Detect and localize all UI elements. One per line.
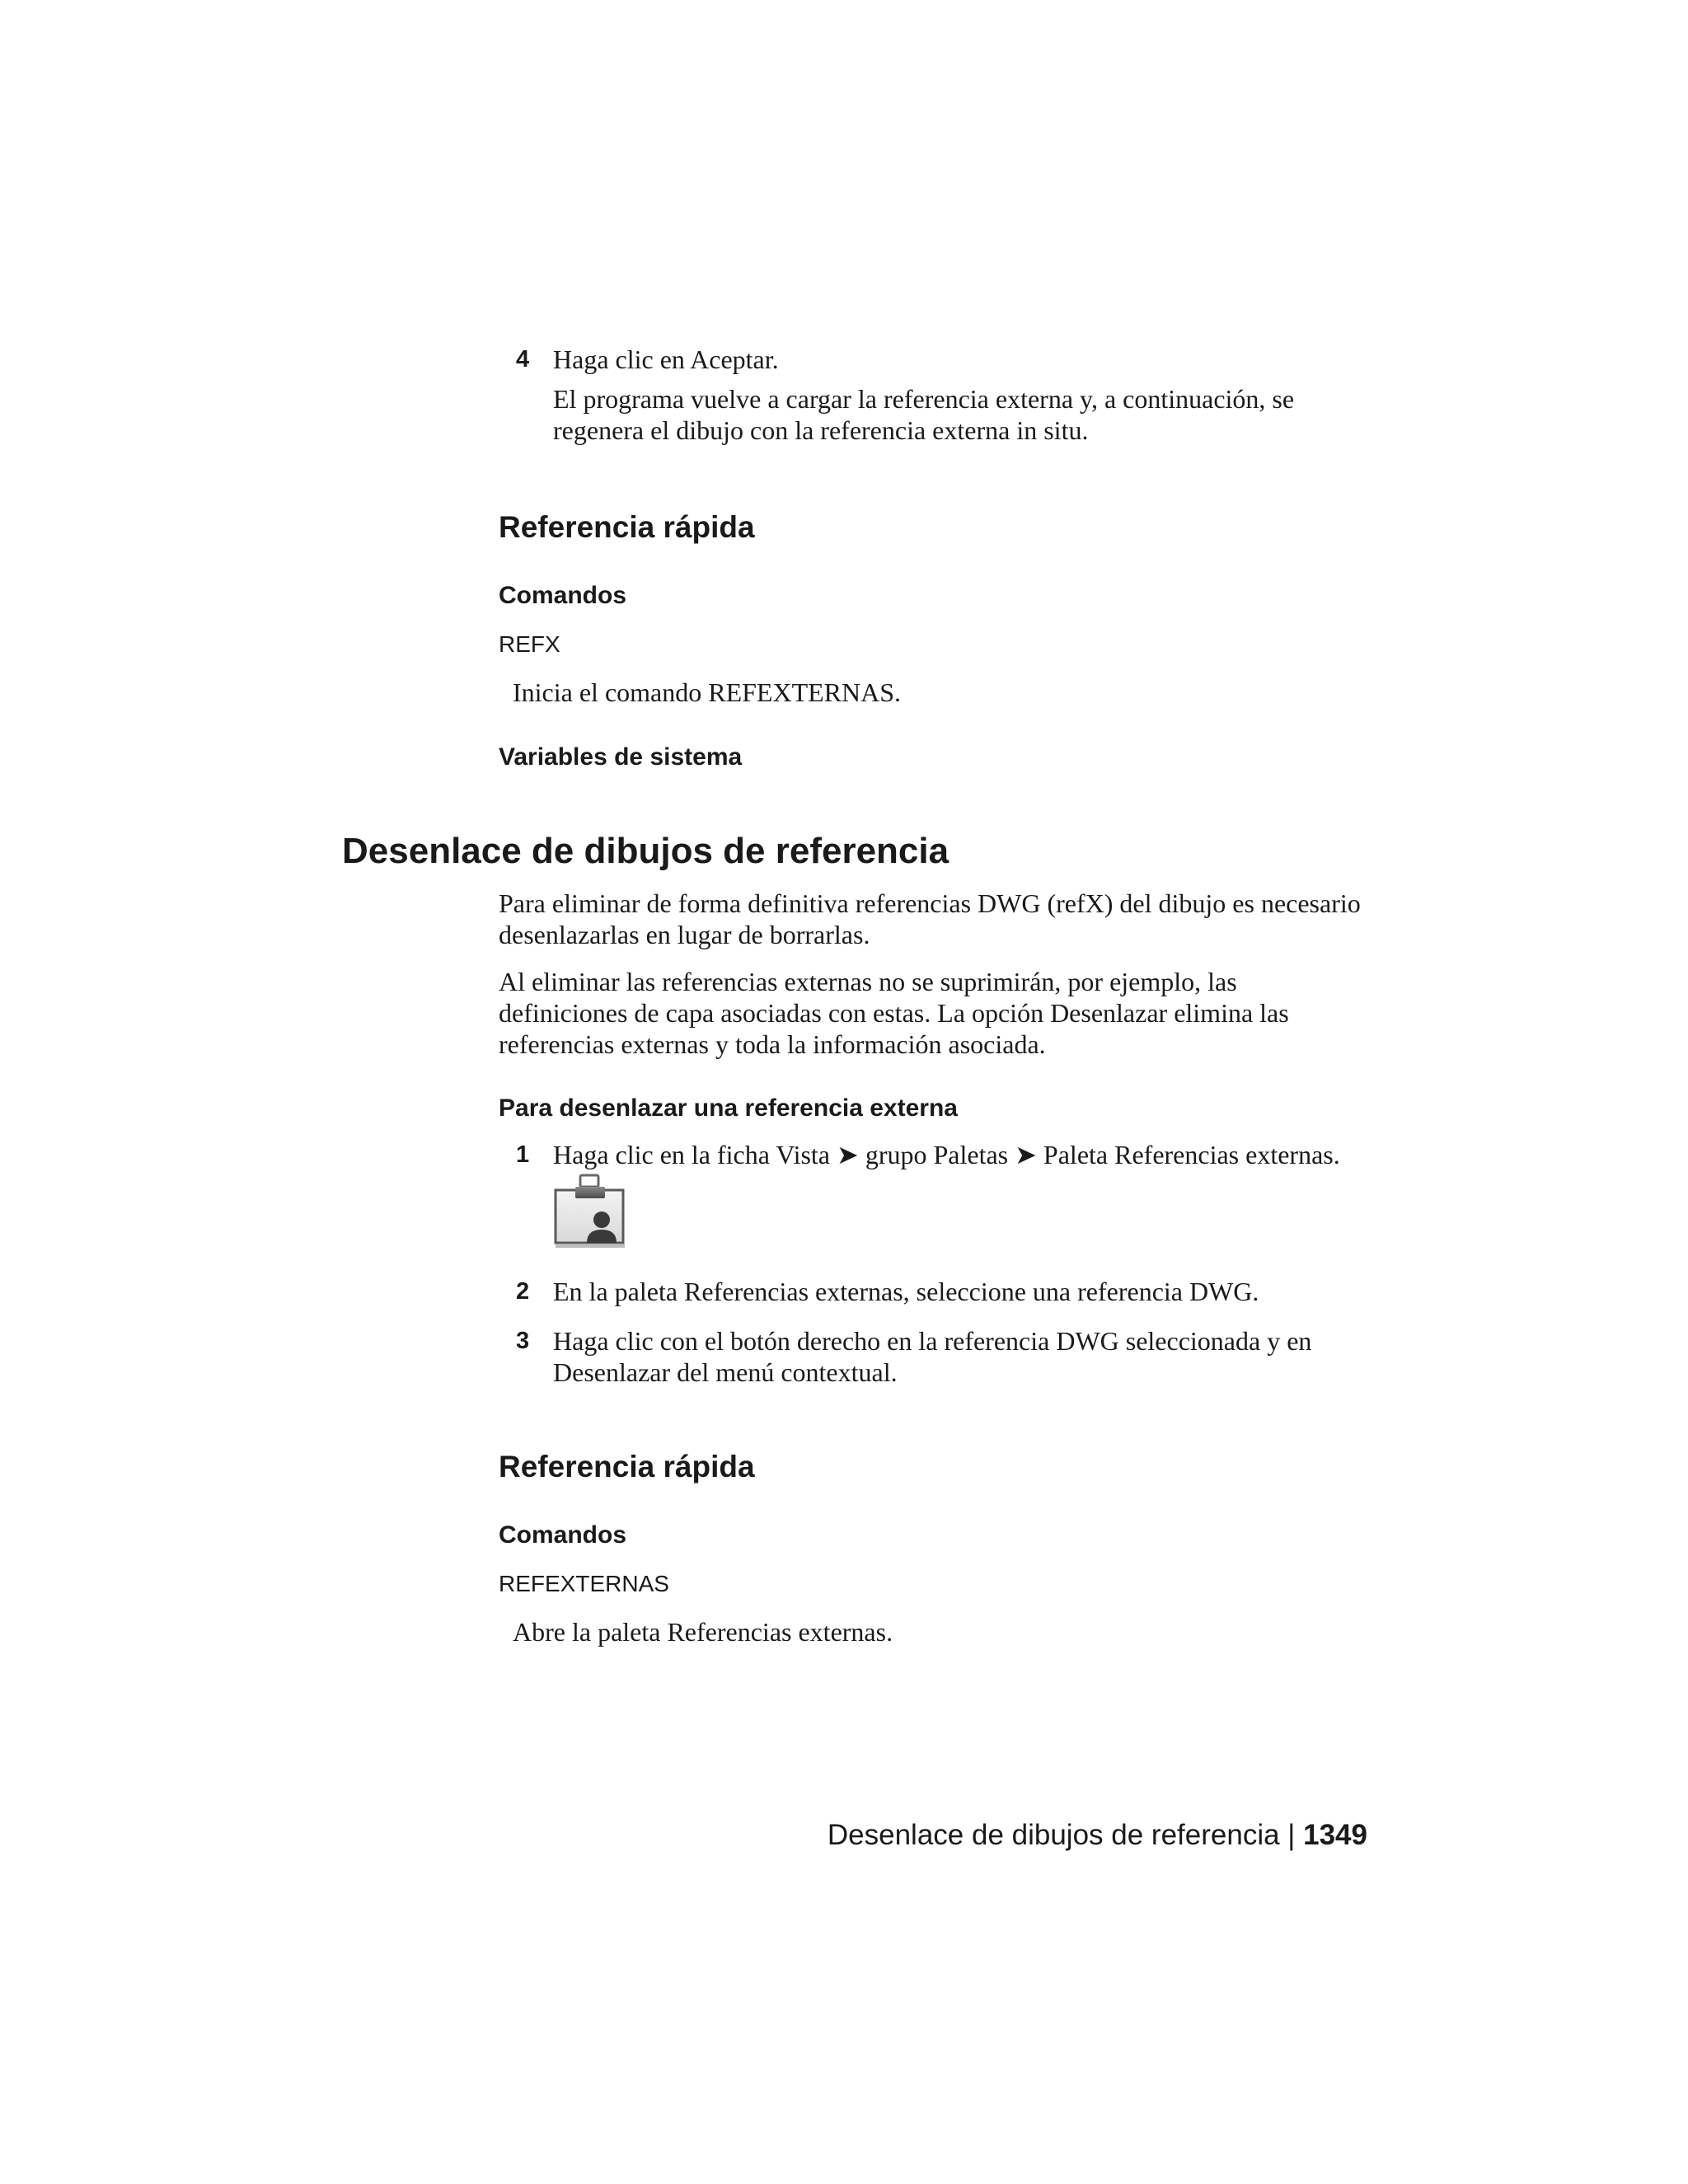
page-footer — [828, 1819, 1367, 1852]
command-description: Inicia el comando REFEXTERNAS. — [513, 677, 902, 707]
command-description: Abre la paleta Referencias externas. — [513, 1617, 893, 1647]
step-text: Haga clic en Aceptar. — [553, 344, 779, 374]
external-references-palette-icon — [551, 1174, 630, 1249]
command-name: REFEXTERNAS — [499, 1571, 669, 1596]
step-number: 3 — [516, 1328, 530, 1354]
section-title: Desenlace de dibujos de referencia — [342, 831, 950, 871]
quick-reference-heading: Referencia rápida — [499, 1450, 755, 1483]
procedure-heading: Para desenlazar una referencia externa — [499, 1094, 958, 1122]
step-number: 1 — [516, 1141, 530, 1168]
step-number: 2 — [516, 1278, 530, 1305]
paragraph-line: Al eliminar las referencias externas no se suprimirán, por ejemplo, las — [499, 967, 1237, 996]
step-text: Haga clic en la ficha Vista ➤ grupo Paletas ➤ Paleta Referencias externas. — [553, 1140, 1340, 1169]
step-text: En la paleta Referencias externas, seleccione una referencia DWG. — [553, 1277, 1259, 1306]
command-name: REFX — [499, 631, 560, 657]
step-number: 4 — [516, 346, 530, 373]
step-text: Desenlazar del menú contextual. — [553, 1357, 898, 1387]
paragraph-line: Para eliminar de forma definitiva referencias DWG (refX) del dibujo es necesario — [499, 888, 1361, 918]
quick-reference-heading: Referencia rápida — [499, 510, 755, 544]
footer-separator: | — [1287, 1819, 1296, 1851]
commands-heading: Comandos — [499, 582, 627, 609]
paragraph-line: definiciones de capa asociadas con estas. La opción Desenlazar elimina las — [499, 998, 1289, 1028]
commands-heading: Comandos — [499, 1521, 627, 1549]
step-detail-line: regenera el dibujo con la referencia externa in situ. — [553, 415, 1089, 445]
paragraph-line: desenlazarlas en lugar de borrarlas. — [499, 920, 870, 949]
system-variables-heading: Variables de sistema — [499, 743, 743, 771]
page-number: 1349 — [1303, 1819, 1367, 1851]
step-detail-line: El programa vuelve a cargar la referencia externa y, a continuación, se — [553, 384, 1295, 414]
footer-title: Desenlace de dibujos de referencia — [827, 1819, 1280, 1851]
step-text: Haga clic con el botón derecho en la referencia DWG seleccionada y en — [553, 1326, 1312, 1356]
paragraph-line: referencias externas y toda la información asociada. — [499, 1029, 1046, 1059]
